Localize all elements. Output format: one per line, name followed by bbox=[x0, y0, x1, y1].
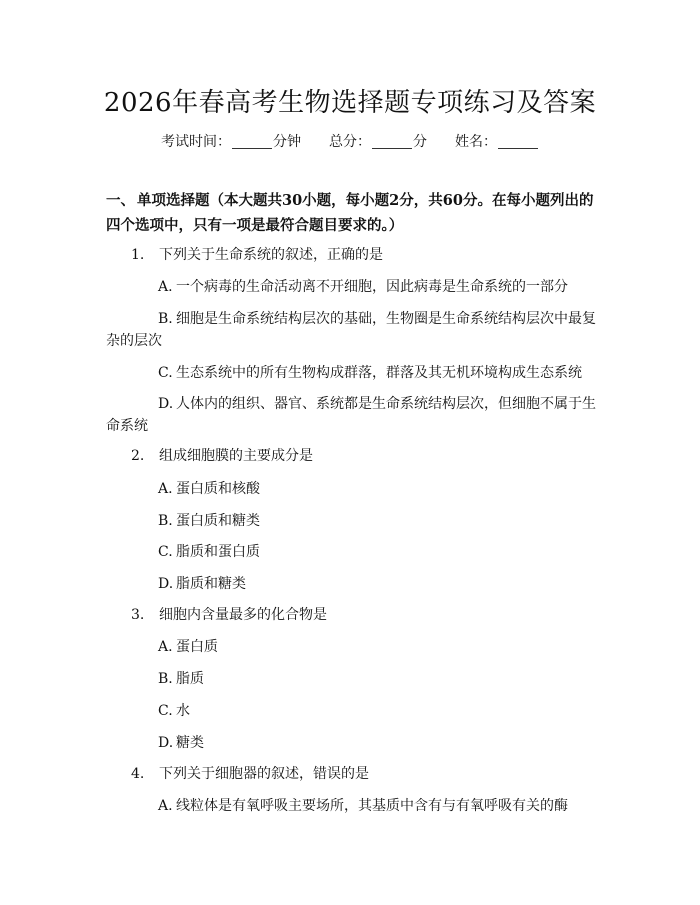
option-letter: C. bbox=[158, 544, 173, 560]
q3-option-c bbox=[158, 700, 190, 720]
question-4 bbox=[131, 763, 369, 783]
option-letter: D. bbox=[158, 735, 174, 751]
option-letter: A. bbox=[158, 798, 173, 814]
option-text: 一个病毒的生命活动离不开细胞，因此病毒是生命系统的一部分 bbox=[176, 279, 568, 295]
option-letter: B. bbox=[158, 311, 173, 327]
section-heading bbox=[106, 188, 596, 238]
exam-meta-line bbox=[0, 131, 700, 151]
q1-option-d bbox=[158, 393, 596, 413]
option-text: 蛋白质和核酸 bbox=[176, 481, 260, 497]
q3-option-d bbox=[158, 732, 204, 752]
score-blank bbox=[372, 134, 412, 149]
q3-option-b bbox=[158, 668, 204, 688]
option-letter: C. bbox=[158, 365, 173, 381]
option-text: 脂质和蛋白质 bbox=[176, 544, 260, 560]
question-stem: 下列关于细胞器的叙述，错误的是 bbox=[159, 766, 369, 782]
option-text: 线粒体是有氧呼吸主要场所，其基质中含有与有氧呼吸有关的酶 bbox=[176, 798, 568, 814]
name-blank bbox=[498, 134, 538, 149]
option-text: 蛋白质和糖类 bbox=[176, 513, 260, 529]
option-letter: B. bbox=[158, 513, 173, 529]
option-letter: A. bbox=[158, 279, 173, 295]
option-text: 细胞是生命系统结构层次的基础，生物圈是生命系统结构层次中最复 bbox=[176, 311, 596, 327]
question-1 bbox=[131, 244, 383, 264]
q1-option-b-continued: 杂的层次 bbox=[106, 333, 162, 349]
option-text: 糖类 bbox=[176, 735, 204, 751]
q2-option-c bbox=[158, 541, 260, 561]
question-stem: 细胞内含量最多的化合物是 bbox=[159, 607, 327, 623]
option-text: 人体内的组织、器官、系统都是生命系统结构层次，但细胞不属于生 bbox=[176, 396, 596, 412]
q3-option-a bbox=[158, 636, 218, 656]
question-stem: 下列关于生命系统的叙述，正确的是 bbox=[159, 247, 383, 263]
question-number: 4. bbox=[131, 766, 145, 782]
question-3 bbox=[131, 604, 327, 624]
time-unit: 分钟 bbox=[273, 134, 301, 150]
section-text: 单项选择题（本大题共30小题，每小题2分，共60分。在每小题列出的四个选项中，只有一项是最符合题目要求的。） bbox=[106, 192, 594, 234]
option-letter: A. bbox=[158, 481, 173, 497]
option-text: 蛋白质 bbox=[176, 639, 218, 655]
option-text: 水 bbox=[176, 703, 190, 719]
q2-option-d bbox=[158, 573, 246, 593]
question-2 bbox=[131, 445, 313, 465]
question-stem: 组成细胞膜的主要成分是 bbox=[159, 448, 313, 464]
q2-option-a bbox=[158, 478, 260, 498]
q1-option-c bbox=[158, 362, 582, 382]
option-text: 生态系统中的所有生物构成群落，群落及其无机环境构成生态系统 bbox=[176, 365, 582, 381]
option-text: 脂质和糖类 bbox=[176, 576, 246, 592]
q1-option-d-continued: 命系统 bbox=[106, 418, 148, 434]
question-number: 1. bbox=[131, 247, 145, 263]
q2-option-b bbox=[158, 510, 260, 530]
option-letter: A. bbox=[158, 639, 173, 655]
section-number: 一、 bbox=[106, 192, 135, 209]
time-label: 考试时间： bbox=[161, 134, 231, 150]
option-letter: B. bbox=[158, 671, 173, 687]
name-label: 姓名： bbox=[455, 134, 497, 150]
option-letter: D. bbox=[158, 396, 174, 412]
option-text: 脂质 bbox=[176, 671, 204, 687]
question-number: 3. bbox=[131, 607, 145, 623]
option-letter: D. bbox=[158, 576, 174, 592]
score-label: 总分： bbox=[329, 134, 371, 150]
q1-option-b bbox=[158, 308, 596, 328]
q4-option-a bbox=[158, 795, 568, 815]
document-title: 2026年春高考生物选择题专项练习及答案 bbox=[103, 88, 597, 118]
question-number: 2. bbox=[131, 448, 145, 464]
q1-option-a bbox=[158, 276, 568, 296]
option-letter: C. bbox=[158, 703, 173, 719]
time-blank bbox=[232, 134, 272, 149]
score-unit: 分 bbox=[413, 134, 427, 150]
